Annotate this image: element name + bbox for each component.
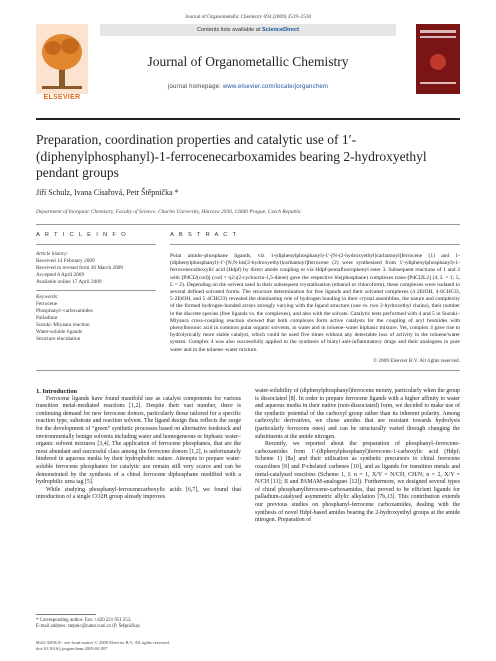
running-header: Journal of Organometallic Chemistry 694 (2009) 2519–2530 xyxy=(184,14,312,20)
issn-line: 0022-328X/$ - see front matter © 2009 Elsevier B.V. All rights reserved. xyxy=(36,640,170,645)
history-item: Accepted 8 April 2009 xyxy=(36,272,85,278)
copyright-notice: © 2009 Elsevier B.V. All rights reserved. xyxy=(372,358,460,364)
contents-text: Contents lists available at xyxy=(196,27,261,33)
body-column-right xyxy=(255,388,460,525)
keyword-item: Phosphanyl–carboxamides xyxy=(36,308,93,314)
keyword-item: Ferrocene xyxy=(36,301,58,307)
keyword-item: Water-soluble ligands xyxy=(36,329,83,335)
article-history xyxy=(36,251,156,286)
section-heading: 1. Introduction xyxy=(36,388,78,395)
keywords-label: Keywords: xyxy=(36,294,59,300)
journal-cover-image-icon xyxy=(416,24,460,94)
article-authors: Jiří Schulz, Ivana Císařová, Petr Štěpnička * xyxy=(36,188,179,197)
body-paragraph: water-solubility of (diphenylphosphanyl)ferrocene moiety, particularly when the group is dissociated [8]. In order to prepare ferrocene ligands with a higher affinity to water and aqueous media in their native (non-dissociated) form, we decided to make use of the synthetic potential of the carboxyl group rather than its inherent polarity. Among carboxylic derivatives, we chose amides that are resistant towards hydrolysis (particularly ferrocene ones) and can be structurally varied through changing the substituents at the amide nitrogen. xyxy=(255,388,460,440)
front-matter-line xyxy=(36,640,256,652)
abstract-rule xyxy=(170,244,460,245)
keywords-list xyxy=(36,294,156,343)
keyword-item: Suzuki–Miyaura reaction xyxy=(36,322,90,328)
publisher-name: ELSEVIER xyxy=(43,94,81,101)
footnote-rule xyxy=(36,614,96,615)
abstract-bottom-rule xyxy=(36,370,460,371)
homepage-url-link[interactable]: www.elsevier.com/locate/jorganchem xyxy=(222,84,329,90)
body-paragraph: While studying phosphanyl-ferrocenecarboxylic acids [6,7], we found that introduction of a single CO2H group already improves xyxy=(36,486,241,501)
article-info-heading: A R T I C L E I N F O xyxy=(36,232,128,238)
sciencedirect-link[interactable]: ScienceDirect xyxy=(261,27,299,33)
history-rule xyxy=(36,290,156,291)
journal-title: Journal of Organometallic Chemistry xyxy=(147,54,349,69)
corresponding-author-footnote xyxy=(36,618,241,630)
keyword-item: Palladium xyxy=(36,315,58,321)
journal-homepage xyxy=(100,84,396,90)
abstract-heading: A B S T R A C T xyxy=(170,232,238,238)
abstract-text: Polar amido–phosphane ligands, viz 1-(diphenylphosphanyl)-1′-[N-(2-hydroxyethyl)carbamoyl]ferrocene (1) and 1-(diphenylphosphanyl)-1′-[N,N-bis(2-hydroxyethyl)carbamoyl]ferrocene (2) were synthesised from 1′-(diphenylphosphanyl)-1-ferrocenecarboxylic acid (Hdpf) by direct amide coupling or via Hdpf-pentafluorophenyl ester 3. Subsequent reactions of 1 and 2 with [PdCl2(cod)] (cod = η2:η2-cycloocta-1,5-diene) gave the respective bis(phosphane) complexes trans-[PdCl2L2] (4, L = 1; 5, L = 2). Depending on the solvent used in their subsequent crystallisation (ethanol or chloroform), these complexes were isolated in several defined solvated forms. The structure determination for free ligands and their solvated complexes (4·2EtOH, 4·6CHCl3, 5·2EtOH, and 5·4CHCl3) revealed the dominating role of hydrogen bonding in their crystal assemblies, the nature and complexity of the formed hydrogen-bonded arrays strongly varying with the ligand structure (one vs. two 2-hydroxethyl chains), their number in the discrete species (free ligands vs. the complexes), and also with the solvate. Catalytic tests performed with 4 and 5 in Suzuki–Miyaura cross-coupling reaction showed that both complexes form active catalysts for the coupling of aryl bromides with phenylboronic acid in common polar organic solvents, in water and in toluene–water biphasic mixture. Yet, complex 4 gave rise to hydrolytically more stable catalyst, which could be used five times without any detectable loss of activity in the toluene/water system. Complex 4 was also successfully applied to the synthesis of biaryl anti-inflammatory drugs and their analogues in pure water and in the toluene–water mixture. xyxy=(170,253,460,353)
homepage-label: journal homepage: xyxy=(167,84,222,90)
header-rule xyxy=(36,118,460,120)
info-rule xyxy=(36,244,156,245)
history-item: Received in revised form 30 March 2009 xyxy=(36,265,124,271)
history-label: Article history: xyxy=(36,251,69,257)
footnote-line: * Corresponding author. Fax: +420 221 951 253. xyxy=(36,618,132,623)
contents-bar xyxy=(100,24,396,36)
keyword-item: Structure elucidation xyxy=(36,336,81,342)
footnote-email: E-mail address: stepnic@natur.cuni.cz (P. Štěpnička). xyxy=(36,624,141,630)
body-paragraph: Recently, we reported about the preparation of phosphanyl–ferrocene-carboxamides from 1′-(diphenylphosphanyl)ferrocene-1-carboxylic acid (Hdpf; Scheme 1) [8a] and their utilisation as synthetic precursors to chiral ferrocene oxazolines [9] and P-chelated carbenes [10], and as ligands for transition metals and metal-catalysed reactions (Scheme 1, I: n = 1, X/Y = N/CH, CH/N; n = 2, X/Y = N/CH [11]; II and PAMAM-analogues [12]). Furthermore, we designed several types of chiral phosphanylferrocene-carboxamides, that proved to be efficient ligands for palladium-catalysed asymmetric allylic alkylation [7b,13]. This contribution extends our previous studies on phosphanyl-ferrocene carboxamides, dealing with the synthesis of novel Hdpf-based amides bearing the 2-hydroxyethyl groups at the amide nitrogen. Preparation of xyxy=(255,441,460,524)
author-affiliation: Department of Inorganic Chemistry, Faculty of Science, Charles University, Hlavova 2030, 12840 Prague, Czech Republic xyxy=(36,209,302,215)
history-item: Received 14 February 2009 xyxy=(36,258,95,264)
body-column-left xyxy=(36,388,241,502)
journal-banner xyxy=(36,24,460,108)
doi-line: doi:10.1016/j.jorganchem.2009.04.007 xyxy=(36,646,108,651)
history-item: Available online 17 April 2009 xyxy=(36,279,102,285)
affiliation-rule xyxy=(36,224,460,225)
article-title: Preparation, coordination properties and catalytic use of 1′-(diphenylphosphanyl)-1-ferrocenecarboxamides bearing 2-hydroxyethyl pendant groups xyxy=(36,132,427,180)
elsevier-tree-logo-icon xyxy=(36,24,88,94)
body-paragraph: Ferrocene ligands have found manifold use as catalyst components for various transition metal-mediated reactions [1,2]. Despite their vast number, there is continuing demand for new ferrocene donors, particularly those tailored for a specific reaction type, substrate and reaction solvent. The ligand design thus reflects the surge for the development of “green” synthetic processes based on alternative feedstock and environmentally benign solvents including water and homogeneous or biphasic water–organic solvent mixtures [3,4]. The application of ferrocene phosphanes, that are the most abundant and successful class among the ferrocene donors [1,2], is unfortunately hindered in aqueous media by their hydrophobic nature. Attempts to prepare water-soluble ferrocene phosphanes for catalytic use remain still very scarce and can be demonstrated by the synthesis of a chiral ferrocene diphosphane modified with a hydrophilic urea tag [5]. xyxy=(36,395,241,486)
